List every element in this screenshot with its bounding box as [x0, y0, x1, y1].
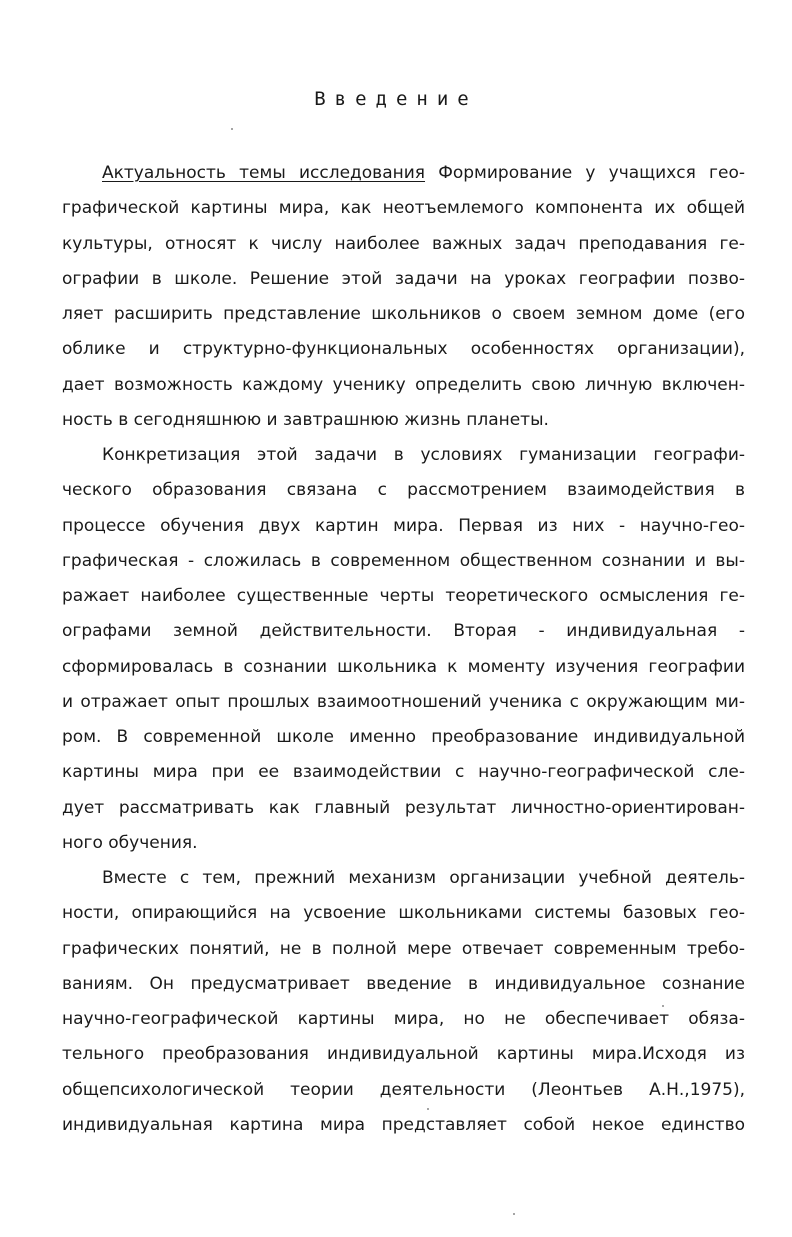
text-line	[62, 229, 745, 264]
text-line	[62, 158, 745, 193]
section-heading-inline: Актуальность темы исследования	[102, 163, 426, 183]
text-line	[62, 687, 745, 722]
text-line	[62, 511, 745, 546]
text-line	[62, 828, 745, 863]
text-line	[62, 405, 745, 440]
line-text: облике и структурно-функциональных особенностях организации),	[62, 339, 745, 360]
line-text: картины мира при ее взаимодействии с научно-географической сле-	[62, 762, 745, 783]
scan-speck	[427, 1108, 429, 1110]
line-text: Формирование у учащихся гео-	[425, 163, 745, 183]
body-text	[62, 158, 745, 1145]
line-text: ляет расширить представление школьников о своем земном доме (его	[62, 304, 745, 324]
text-line	[62, 193, 745, 228]
line-text: ческого образования связана с рассмотрением взаимодействия в	[62, 480, 745, 501]
line-text: дает возможность каждому ученику определить свою личную включен-	[62, 374, 745, 395]
text-line	[62, 1075, 745, 1110]
text-line	[62, 969, 745, 1004]
text-line	[62, 475, 745, 510]
line-text: ного обучения.	[62, 832, 198, 853]
text-line	[62, 616, 745, 651]
text-line	[62, 581, 745, 616]
line-text: дует рассматривать как главный результат личностно-ориентирован-	[62, 797, 745, 818]
text-line	[62, 1039, 745, 1074]
line-text: общепсихологической теории деятельности (Леонтьев А.Н.,1975),	[62, 1079, 745, 1100]
line-text: ографами земной действительности. Вторая - индивидуальная -	[62, 621, 745, 642]
text-line	[62, 898, 745, 933]
line-text: ность в сегодняшнюю и завтрашнюю жизнь планеты.	[62, 409, 549, 430]
page-title: Введение	[314, 88, 478, 110]
text-line	[62, 546, 745, 581]
line-text: научно-географической картины мира, но не обеспечивает обяза-	[62, 1009, 745, 1029]
line-text: ражает наиболее существенные черты теоретического осмысления ге-	[62, 586, 745, 606]
line-text: культуры, относят к числу наиболее важных задач преподавания ге-	[62, 233, 745, 254]
line-text: ографии в школе. Решение этой задачи на уроках географии позво-	[62, 268, 745, 289]
line-text: Вместе с тем, прежний механизм организации учебной деятель-	[102, 868, 745, 888]
scan-speck	[513, 1213, 515, 1215]
text-line	[62, 793, 745, 828]
line-text: и отражает опыт прошлых взаимоотношений ученика с окружающим ми-	[62, 691, 745, 712]
text-line	[62, 863, 745, 898]
text-line	[62, 440, 745, 475]
line-text: процессе обучения двух картин мира. Первая из них - научно-гео-	[62, 515, 745, 536]
line-text: тельного преобразования индивидуальной картины мира.Исходя из	[62, 1044, 745, 1065]
text-line	[62, 722, 745, 757]
line-text: Конкретизация этой задачи в условиях гуманизации географи-	[102, 445, 745, 465]
line-text: графическая - сложилась в современном общественном сознании и вы-	[62, 550, 745, 571]
text-line	[62, 1004, 745, 1039]
line-text: индивидуальная картина мира представляет собой некое единство	[62, 1114, 745, 1135]
line-text: ром. В современной школе именно преобразование индивидуальной	[62, 727, 745, 747]
line-text: ваниям. Он предусматривает введение в индивидуальное сознание	[62, 973, 745, 994]
text-line	[62, 264, 745, 299]
text-line	[62, 370, 745, 405]
line-text: сформировалась в сознании школьника к моменту изучения географии	[62, 656, 745, 677]
text-line	[62, 299, 745, 334]
text-line	[62, 652, 745, 687]
text-line	[62, 934, 745, 969]
scan-speck	[662, 1005, 664, 1007]
text-line	[62, 757, 745, 792]
text-line	[62, 1110, 745, 1145]
line-text: графической картины мира, как неотъемлемого компонента их общей	[62, 198, 745, 219]
text-line	[62, 334, 745, 369]
line-text: ности, опирающийся на усвоение школьниками системы базовых гео-	[62, 903, 745, 924]
scan-speck	[231, 128, 233, 130]
line-text: графических понятий, не в полной мере отвечает современным требо-	[62, 938, 745, 959]
